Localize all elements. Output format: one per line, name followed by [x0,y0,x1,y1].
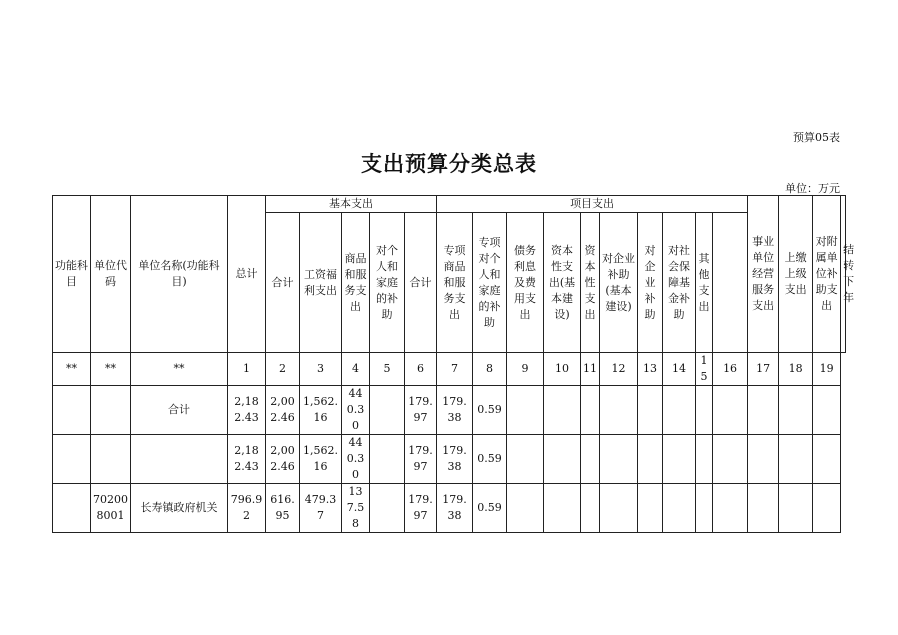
basic-salary-cell: 1,562.16 [300,435,342,484]
proj-sum-cell: 179.97 [405,386,437,435]
header-proj-social: 对社会保障基金补助 [663,213,696,353]
proj-personal-cell: 0.59 [473,435,507,484]
index-cell: 1 [228,353,266,386]
header-proj-enterprise-basic: 对企业补助(基本建设) [600,213,638,353]
proj-personal-cell: 0.59 [473,386,507,435]
basic-goods-cell: 137.58 [342,484,370,533]
header-func-subject: 功能科目 [53,196,91,353]
header-total: 总计 [228,196,266,353]
index-cell: 13 [638,353,663,386]
index-cell: 12 [600,353,638,386]
index-cell: 17 [748,353,779,386]
index-cell: 6 [405,353,437,386]
index-cell: 11 [581,353,600,386]
proj-goods-cell: 179.38 [437,435,473,484]
header-service: 事业单位经营服务支出 [748,196,779,353]
total-cell: 2,182.43 [228,435,266,484]
proj-personal-cell: 0.59 [473,484,507,533]
table-row-subtotal [53,435,846,484]
index-cell: 8 [473,353,507,386]
index-cell: ** [131,353,228,386]
header-proj-capital-basic: 资本性支出(基本建设) [544,213,581,353]
basic-goods-cell: 440.30 [342,435,370,484]
header-basic-group: 基本支出 [266,196,437,213]
header-proj-sum: 合计 [405,213,437,353]
index-cell: 2 [266,353,300,386]
index-row [53,353,846,386]
header-unit-name: 单位名称(功能科目) [131,196,228,353]
total-cell: 796.92 [228,484,266,533]
proj-goods-cell: 179.38 [437,484,473,533]
unit-name-cell: 合计 [131,386,228,435]
proj-sum-cell: 179.97 [405,435,437,484]
header-proj-personal: 专项对个人和家庭的补助 [473,213,507,353]
header-basic-salary: 工资福利支出 [300,213,342,353]
budget-table [52,195,855,533]
header-proj-enterprise: 对企业补助 [638,213,663,353]
header-project-group: 项目支出 [437,196,748,213]
header-affiliated: 对附属单位补助支出 [813,196,841,353]
basic-salary-cell: 479.37 [300,484,342,533]
index-cell: 15 [696,353,713,386]
basic-personal-cell [370,435,405,484]
index-cell: 4 [342,353,370,386]
basic-personal-cell [370,484,405,533]
header-basic-personal: 对个人和家庭的补助 [370,213,405,353]
func-subject-cell [53,435,91,484]
unit-code-cell [91,386,131,435]
unit-code-cell: 702008001 [91,484,131,533]
index-cell: ** [91,353,131,386]
unit-name-cell [131,435,228,484]
index-cell: 7 [437,353,473,386]
basic-sum-cell: 616.95 [266,484,300,533]
index-cell: 5 [370,353,405,386]
header-proj-other: 其他支出 [696,213,713,353]
index-cell: 14 [663,353,696,386]
index-cell: 16 [713,353,748,386]
func-subject-cell [53,484,91,533]
basic-salary-cell: 1,562.16 [300,386,342,435]
index-cell: 9 [507,353,544,386]
total-cell: 2,182.43 [228,386,266,435]
basic-sum-cell: 2,002.46 [266,435,300,484]
header-unit-code: 单位代码 [91,196,131,353]
unit-label: 单位：万元 [785,182,840,195]
header-basic-goods: 商品和服务支出 [342,213,370,353]
index-cell: 3 [300,353,342,386]
index-cell: 19 [813,353,841,386]
form-number: 预算05表 [793,131,840,144]
unit-name-cell: 长寿镇政府机关 [131,484,228,533]
header-proj-goods: 专项商品和服务支出 [437,213,473,353]
index-cell: 18 [779,353,813,386]
header-proj-debt: 债务利息及费用支出 [507,213,544,353]
basic-goods-cell: 440.30 [342,386,370,435]
func-subject-cell [53,386,91,435]
header-upper: 上缴上级支出 [779,196,813,353]
header-basic-sum: 合计 [266,213,300,353]
basic-personal-cell [370,386,405,435]
header-row-top [53,196,846,213]
index-cell: 10 [544,353,581,386]
proj-sum-cell: 179.97 [405,484,437,533]
page-title: 支出预算分类总表 [361,152,537,176]
unit-code-cell [91,435,131,484]
table-row-dept [53,484,846,533]
header-carryover: 结转下年 [841,196,846,353]
header-proj-capital: 资本性支出 [581,213,600,353]
index-cell: ** [53,353,91,386]
basic-sum-cell: 2,002.46 [266,386,300,435]
proj-goods-cell: 179.38 [437,386,473,435]
table-row-total [53,386,846,435]
